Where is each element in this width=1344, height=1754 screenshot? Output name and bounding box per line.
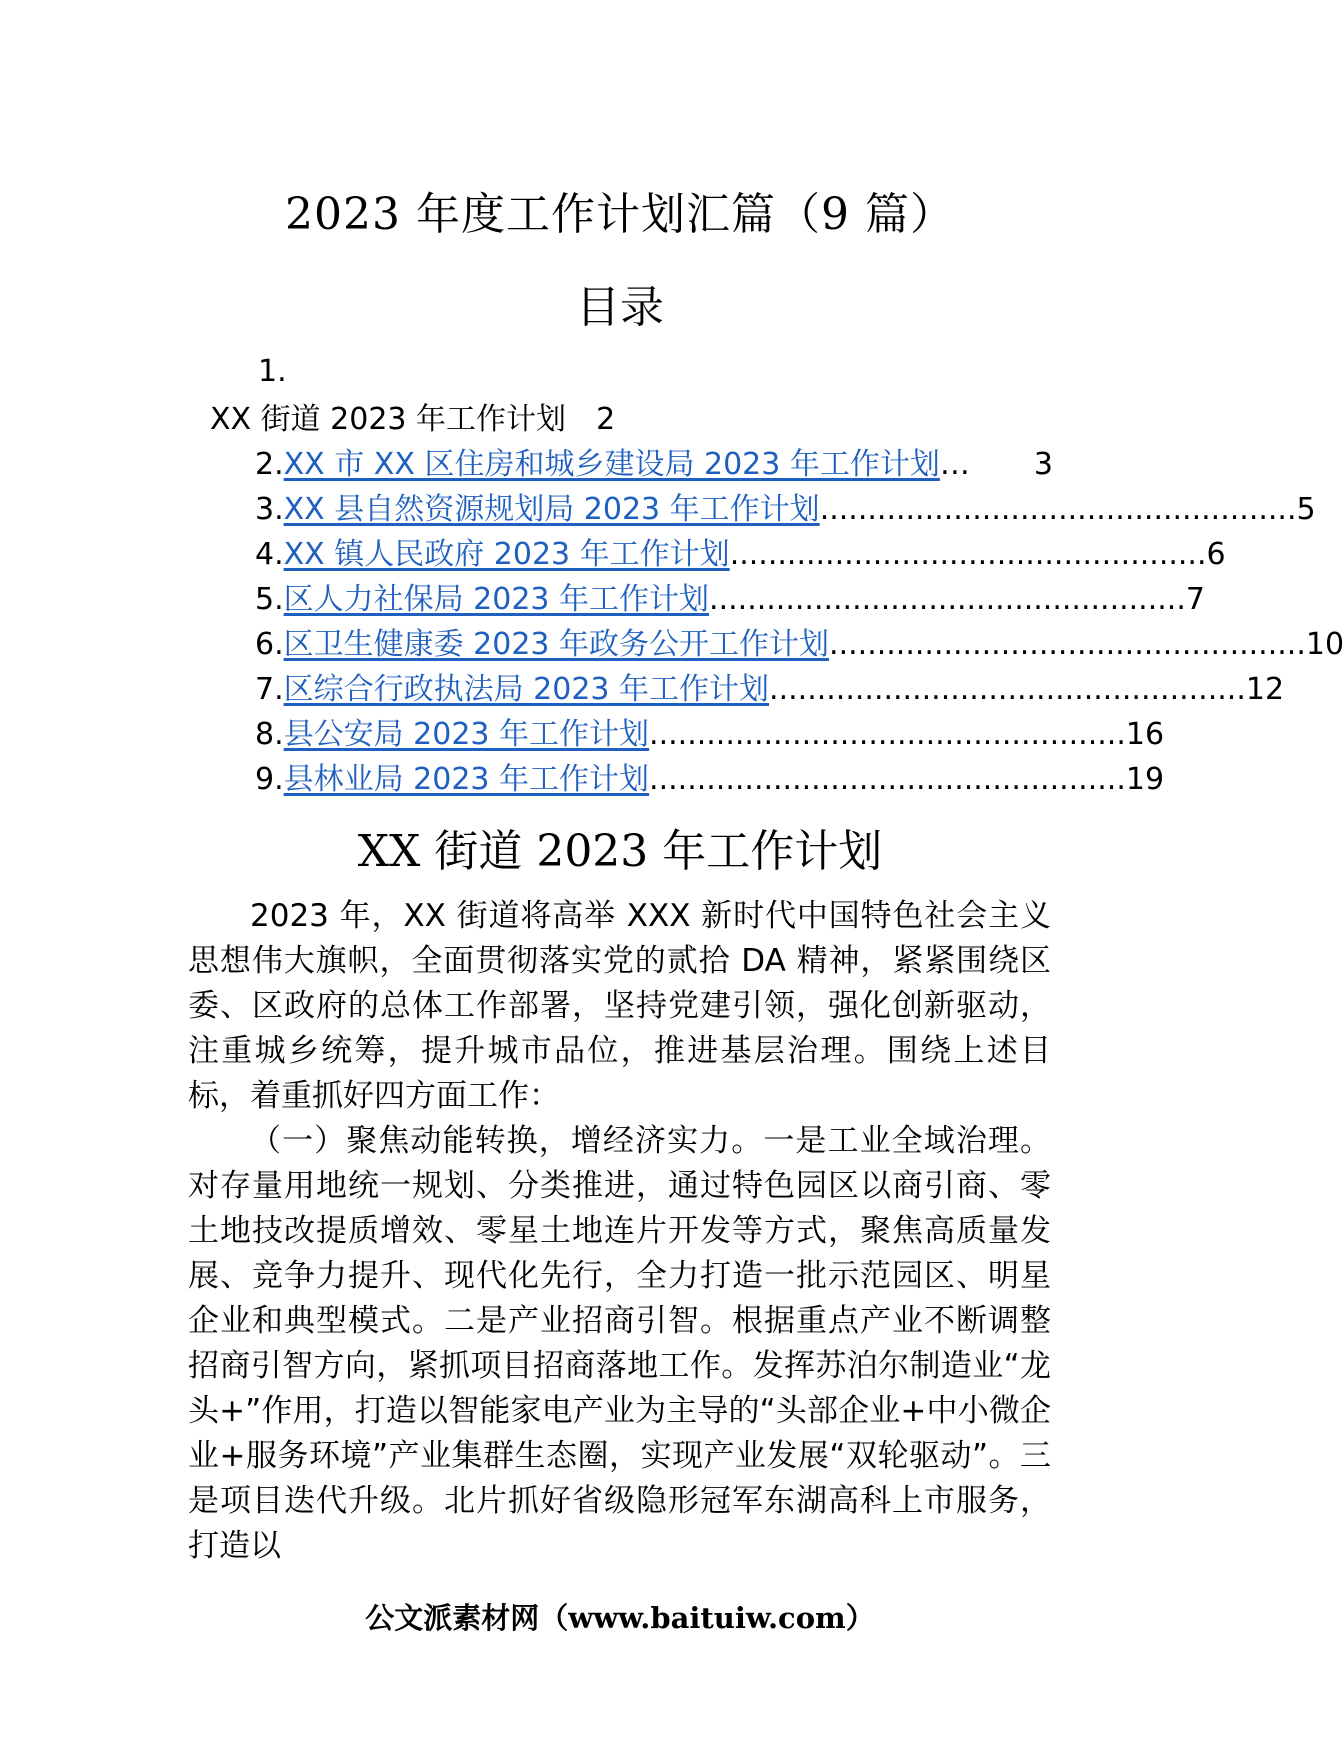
toc-list xyxy=(255,442,1344,802)
toc-item-3[interactable] xyxy=(255,487,1316,532)
toc-item-page: 7 xyxy=(1185,582,1205,617)
toc-item-6[interactable] xyxy=(255,622,1344,667)
toc-heading: 目录 xyxy=(576,282,664,333)
body-paragraph-1: 2023 年，XX 街道将高举 XXX 新时代中国特色社会主义思想伟大旗帜，全面贯彻落实党的贰拾 DA 精神，紧紧围绕区委、区政府的总体工作部署，坚持党建引领，强化创新驱动，注重城乡统筹，提升城市品位，推进基层治理。围绕上述目标，着重抓好四方面工作： xyxy=(188,898,1051,1114)
toc-item-number: 4. xyxy=(255,537,284,572)
toc-item-link[interactable]: 县林业局 2023 年工作计划 xyxy=(283,762,650,797)
toc-item-link[interactable]: XX 镇人民政府 2023 年工作计划 xyxy=(283,537,730,572)
toc-item-page: 19 xyxy=(1125,762,1165,797)
toc-item-1-number: 1. xyxy=(258,354,287,389)
toc-item-page: 5 xyxy=(1296,492,1316,527)
toc-item-page: 6 xyxy=(1206,537,1226,572)
toc-item-leader: .................................................. xyxy=(709,582,1186,617)
toc-item-number: 5. xyxy=(255,582,284,617)
toc-item-link[interactable]: 区综合行政执法局 2023 年工作计划 xyxy=(283,672,770,707)
toc-item-leader: .................................................. xyxy=(729,537,1207,572)
toc-item-2[interactable] xyxy=(255,442,1053,487)
section-title: XX 街道 2023 年工作计划 xyxy=(357,826,883,877)
toc-item-number: 9. xyxy=(255,762,284,797)
toc-item-link[interactable]: XX 市 XX 区住房和城乡建设局 2023 年工作计划 xyxy=(283,447,940,482)
toc-item-number: 3. xyxy=(255,492,284,527)
toc-item-leader: .................................................. xyxy=(769,672,1246,707)
toc-item-page: 10 xyxy=(1305,627,1344,662)
toc-item-9[interactable] xyxy=(255,757,1165,802)
toc-item-1[interactable] xyxy=(210,400,615,440)
toc-item-leader: .................................................. xyxy=(819,492,1297,527)
toc-item-page: 16 xyxy=(1125,717,1165,752)
section-body xyxy=(188,894,1051,1569)
toc-item-4[interactable] xyxy=(255,532,1226,577)
toc-item-7[interactable] xyxy=(255,667,1285,712)
toc-item-leader: … xyxy=(939,447,970,482)
footer-source: 公文派素材网（www.baituiw.com） xyxy=(365,1601,875,1635)
toc-item-1-text: XX 街道 2023 年工作计划 xyxy=(210,402,567,437)
toc-item-page: 12 xyxy=(1245,672,1285,707)
toc-item-leader: .................................................. xyxy=(829,627,1306,662)
toc-item-link[interactable]: 县公安局 2023 年工作计划 xyxy=(283,717,650,752)
toc-item-leader: .................................................. xyxy=(649,762,1126,797)
toc-item-leader: .................................................. xyxy=(649,717,1126,752)
toc-item-5[interactable] xyxy=(255,577,1205,622)
toc-item-link[interactable]: XX 县自然资源规划局 2023 年工作计划 xyxy=(283,492,820,527)
toc-item-1-page: 2 xyxy=(596,402,616,437)
document-title: 2023 年度工作计划汇篇（9 篇） xyxy=(285,189,955,240)
toc-item-link[interactable]: 区卫生健康委 2023 年政务公开工作计划 xyxy=(283,627,830,662)
toc-item-number: 7. xyxy=(255,672,284,707)
toc-item-number: 6. xyxy=(255,627,284,662)
body-paragraph-2: （一）聚焦动能转换，增经济实力。一是工业全域治理。对存量用地统一规划、分类推进，通过特色园区以商引商、零土地技改提质增效、零星土地连片开发等方式，聚焦高质量发展、竞争力提升、现代化先行，全力打造一批示范园区、明星企业和典型模式。二是产业招商引智。根据重点产业不断调整招商引智方向，紧抓项目招商落地工作。发挥苏泊尔制造业“龙头+”作用，打造以智能家电产业为主导的“头部企业+中小微企业+服务环境”产业集群生态圈，实现产业发展“双轮驱动”。三是项目迭代升级。北片抓好省级隐形冠军东湖高科上市服务，打造以 xyxy=(188,1123,1051,1564)
toc-item-link[interactable]: 区人力社保局 2023 年工作计划 xyxy=(283,582,710,617)
toc-item-number: 2. xyxy=(255,447,284,482)
toc-item-8[interactable] xyxy=(255,712,1165,757)
toc-item-number: 8. xyxy=(255,717,284,752)
toc-item-page: 3 xyxy=(1033,447,1053,482)
